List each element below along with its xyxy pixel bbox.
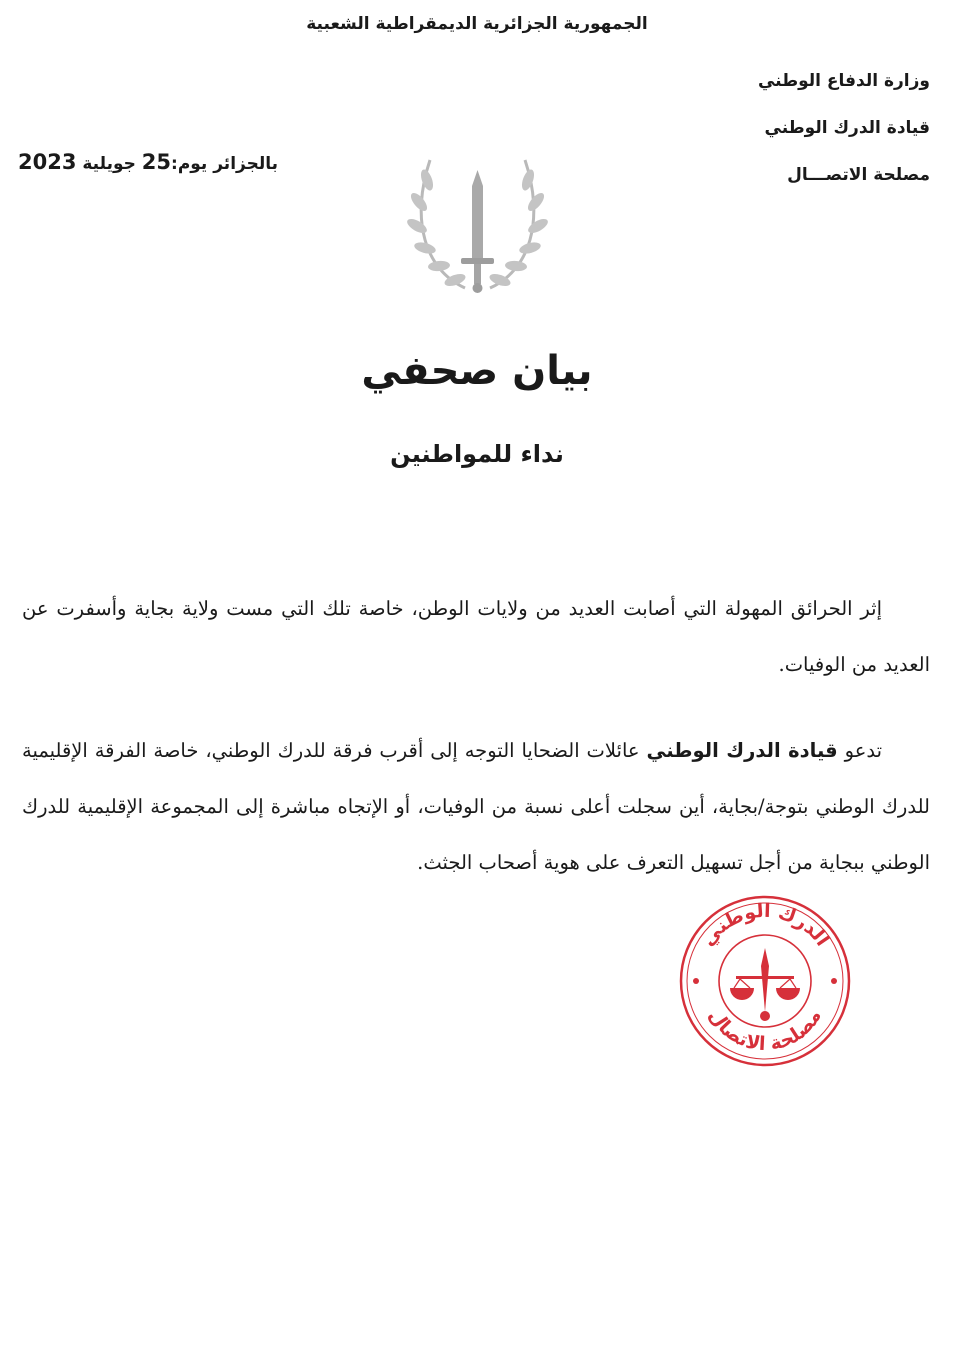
paragraph-2-start: تدعو <box>844 738 882 762</box>
date-month: جويلية <box>82 154 136 174</box>
document-title: بيان صحفي <box>361 348 593 394</box>
sword-laurel-emblem-icon <box>405 140 550 300</box>
date-year: 2023 <box>18 150 77 174</box>
date-day: 25 <box>141 150 172 174</box>
stamp-top-text: الدرك الوطني <box>696 899 834 951</box>
paragraph-2 <box>22 723 930 891</box>
official-stamp-icon <box>676 892 854 1070</box>
dateline <box>18 150 278 174</box>
service-line: مصلحة الاتصـــال <box>787 165 930 185</box>
paragraph-1: إثر الحرائق المهولة التي أصابت العديد من ولايات الوطن، خاصة تلك التي مست ولاية بجاية وأسفرت عن العديد من الوفيات. <box>22 596 930 676</box>
document-subtitle: نداء للمواطنين <box>390 440 564 468</box>
organization-block <box>758 58 930 199</box>
paragraph-2-bold: قيادة الدرك الوطني <box>646 738 838 762</box>
republic-heading: الجمهورية الجزائرية الديمقراطية الشعبية <box>306 14 648 34</box>
paragraph-2-rest: عائلات الضحايا التوجه إلى أقرب فرقة للدرك الوطني، خاصة الفرقة الإقليمية للدرك الوطني بتوجة/بجاية، أين سجلت أعلى نسبة من الوفيات، أو الإتجاه مباشرة إلى المجموعة الإقليمية للدرك الوطني ببجاية من أجل تسهيل التعرف على هوية أصحاب الجثث. <box>22 738 930 874</box>
stamp-bottom-text: مصلحة الاتصال <box>704 1005 826 1056</box>
svg-text:الدرك الوطني <box>697 900 834 950</box>
command-line: قيادة الدرك الوطني <box>764 118 930 138</box>
ministry-line: وزارة الدفاع الوطني <box>757 71 930 91</box>
date-prefix: بالجزائر يوم: <box>171 154 278 174</box>
